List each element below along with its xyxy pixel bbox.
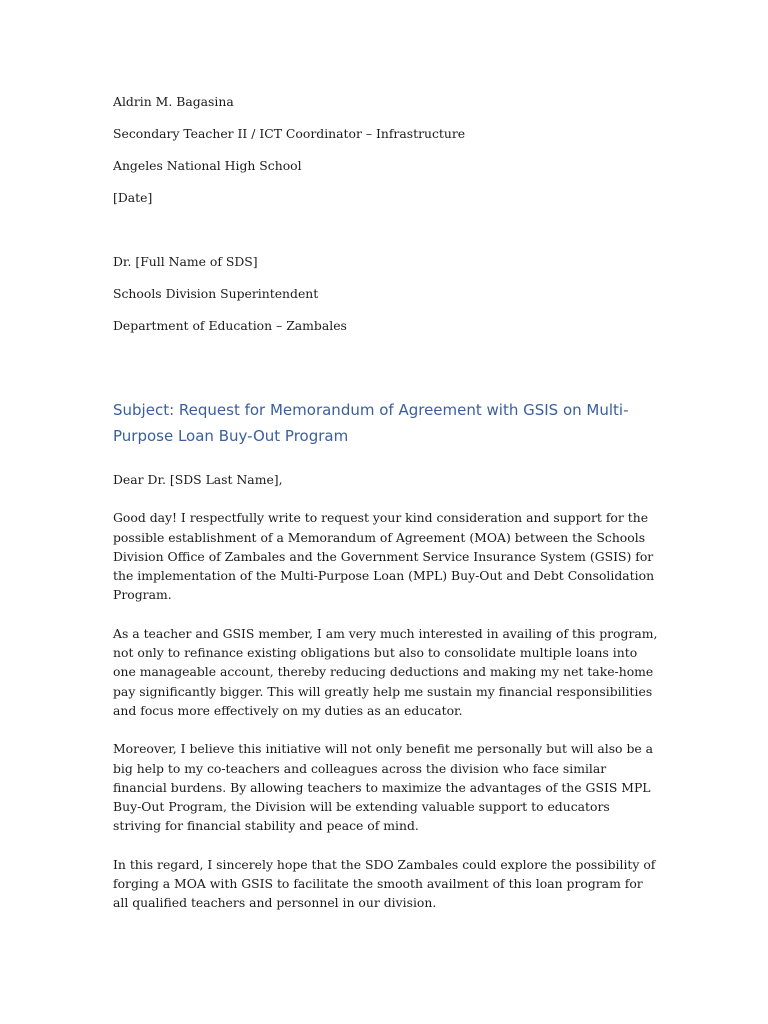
subject-heading: Subject: Request for Memorandum of Agreement with GSIS on Multi-Purpose Loan Buy-Out Program bbox=[113, 401, 629, 445]
sender-name: Aldrin M. Bagasina bbox=[113, 94, 234, 109]
recipient-block bbox=[113, 252, 658, 348]
body-paragraph-1: Good day! I respectfully write to request your kind consideration and support for the possible establishment of a Memorandum of Agreement (MOA) between the Schools Division Office of Zambales and the Government Service Insurance System (GSIS) for the implementation of the Multi-Purpose Loan (MPL) Buy-Out and Debt Consolidation Program. bbox=[113, 510, 655, 603]
sender-position: Secondary Teacher II / ICT Coordinator – Infrastructure bbox=[113, 126, 466, 141]
sender-block bbox=[113, 92, 658, 220]
salutation: Dear Dr. [SDS Last Name], bbox=[113, 472, 283, 487]
body-paragraph-4: In this regard, I sincerely hope that the SDO Zambales could explore the possibility of forging a MOA with GSIS to facilitate the smooth availment of this loan program for all qualified teachers and personnel in our division. bbox=[113, 856, 656, 911]
sender-school: Angeles National High School bbox=[113, 158, 302, 173]
letter-content bbox=[113, 92, 658, 913]
body-paragraph-2: As a teacher and GSIS member, I am very much interested in availing of this program, not only to refinance existing obligations but also to consolidate multiple loans into one manageable account, thereby reducing deductions and making my net take-home pay significantly bigger. This will greatly help me sustain my financial responsibilities and focus more effectively on my duties as an educator. bbox=[113, 625, 658, 718]
letter-date: [Date] bbox=[113, 190, 153, 205]
recipient-title: Schools Division Superintendent bbox=[113, 286, 319, 301]
recipient-office: Department of Education – Zambales bbox=[113, 318, 347, 333]
body-paragraph-3: Moreover, I believe this initiative will not only benefit me personally but will also be a big help to my co-teachers and colleagues across the division who face similar financial burdens. By allowing teachers to maximize the advantages of the GSIS MPL Buy-Out Program, the Division will be extending valuable support to educators striving for financial stability and peace of mind. bbox=[113, 741, 654, 834]
recipient-name: Dr. [Full Name of SDS] bbox=[113, 254, 258, 269]
